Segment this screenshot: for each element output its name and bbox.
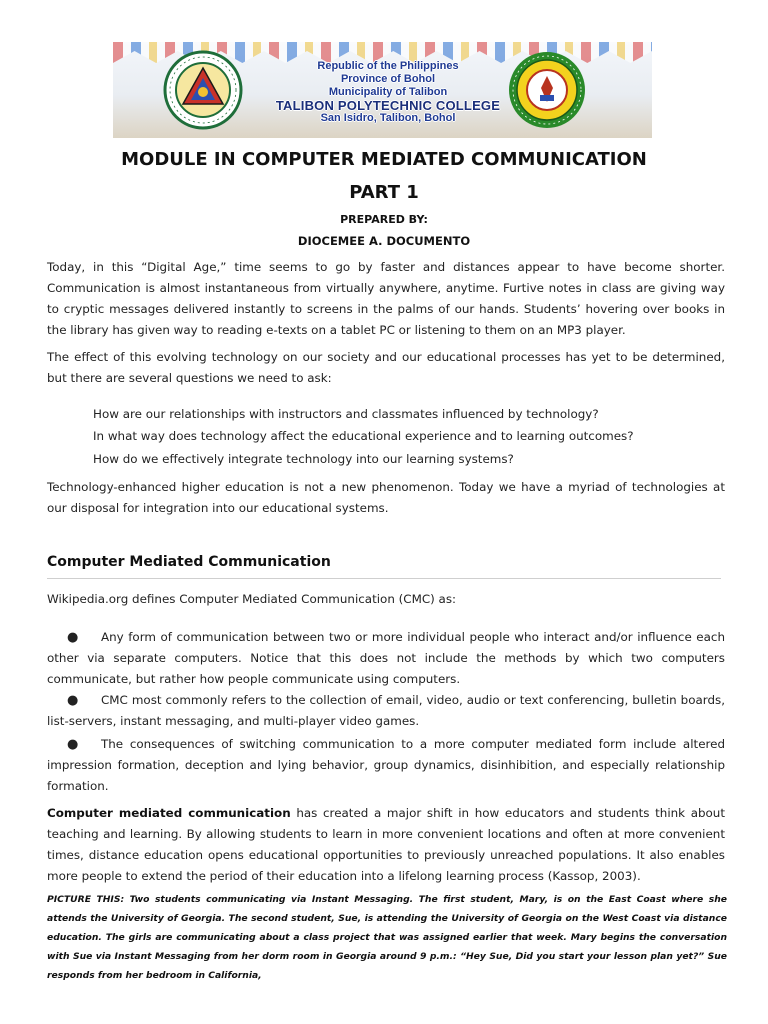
municipality-seal-icon (163, 50, 243, 130)
cmc-paragraph (47, 803, 725, 887)
bullet-icon: ● (67, 737, 79, 752)
module-title: MODULE IN COMPUTER MEDIATED COMMUNICATION (121, 149, 647, 170)
picture-this-paragraph: PICTURE THIS: Two students communicating via Instant Messaging. The first student, Mary, is on the East Coast where she attends the University of Georgia. The second student, Sue, is attending the University of Georgia on the West Coast via distance education. The girls are communicating about a class project that was assigned earlier that week. Mary begins the conversation with Sue via Instant Messaging from her dorm room in Georgia around 9 p.m.: “Hey Sue, Did you start your lesson plan yet?” Sue responds from her bedroom in California, (47, 894, 727, 981)
bullet-icon: ● (67, 630, 79, 645)
intro-paragraph-3: Technology-enhanced higher education is not a new phenomenon. Today we have a myriad of technologies at our disposal for integration into our educational systems. (47, 480, 725, 515)
author-name: DIOCEMEE A. DOCUMENTO (297, 234, 471, 248)
cmc-paragraph-rest: has created a major shift in how educators and students think about teaching and learning. By allowing students to learn in more convenient locations and often at more convenient times, distance education opens educational opportunities to previously unreached populations. It also enables more people to extend the period of their education into a lifelong learning process (Kassop, 2003). (47, 806, 725, 883)
section-heading: Computer Mediated Communication (47, 554, 331, 570)
bullet-item (47, 627, 725, 690)
header-banner (113, 42, 652, 138)
definition-intro: Wikipedia.org defines Computer Mediated Communication (CMC) as: (47, 592, 457, 606)
banner-line-republic: Republic of the Philippines (317, 60, 459, 72)
cmc-bold-term: Computer mediated communication (47, 806, 291, 820)
banner-line-municipality: Municipality of Talibon (328, 86, 448, 98)
prepared-by-label: PREPARED BY: (340, 213, 428, 226)
section-divider (47, 578, 721, 579)
bullet-text: Any form of communication between two or more individual people who interact and/or influence each other via separate computers. Notice that this does not include the methods by which two computers communicate, but rather how people communicate using computers. (47, 630, 725, 686)
bullet-text: CMC most commonly refers to the collection of email, video, audio or text conferencing, bulletin boards, list-servers, instant messaging, and multi-player video games. (47, 693, 725, 728)
bullet-text: The consequences of switching communication to a more computer mediated form include altered impression formation, deception and lying behavior, group dynamics, disinhibition, and especially relationship formation. (47, 737, 725, 793)
college-seal-icon (507, 50, 587, 130)
bullet-item (47, 690, 725, 732)
intro-paragraph-1: Today, in this “Digital Age,” time seems to go by faster and distances appear to have become shorter. Communication is almost instantaneous from virtually anywhere, anytime. Furtive notes in class are giving way to cryptic messages delivered instantly to screens in the palms of our hands. Students’ hovering over books in the library has given way to reading e-texts on a tablet PC or listening to them on an MP3 player. (47, 260, 725, 337)
intro-paragraph-2: The effect of this evolving technology on our society and our educational processes has yet to be determined, but there are several questions we need to ask: (47, 350, 725, 385)
banner-line-address: San Isidro, Talibon, Bohol (320, 112, 456, 124)
question-item: How are our relationships with instructors and classmates influenced by technology? (93, 407, 599, 421)
question-item: In what way does technology affect the educational experience and to learning outcomes? (93, 429, 634, 443)
banner-line-province: Province of Bohol (340, 73, 436, 85)
banner-text-block (263, 60, 513, 125)
bullet-item (47, 734, 725, 797)
bullet-icon: ● (67, 693, 79, 708)
banner-line-college: TALIBON POLYTECHNIC COLLEGE (275, 98, 501, 113)
part-title: PART 1 (349, 182, 419, 203)
question-item: How do we effectively integrate technology into our learning systems? (93, 452, 514, 466)
